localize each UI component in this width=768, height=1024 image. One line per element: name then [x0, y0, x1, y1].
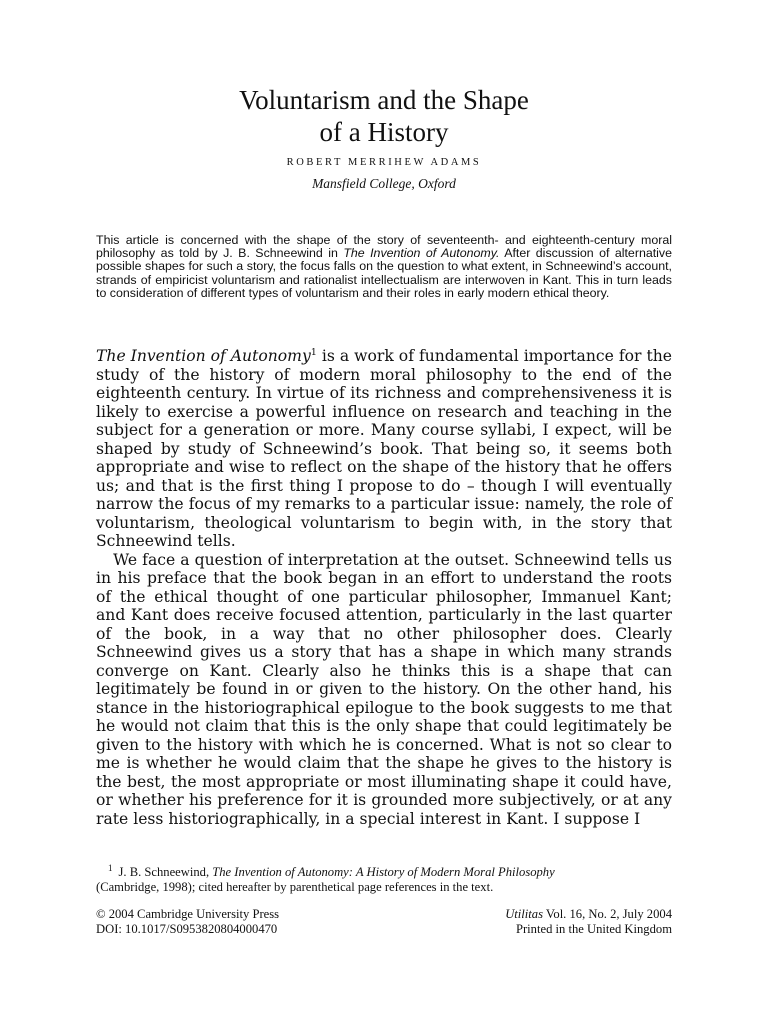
journal-citation [505, 907, 672, 922]
abstract-text-2: After discussion of alternative possible shapes for such a story, the focus falls on the question to what extent, in Schneewind’s account, strands of empiricist voluntarism and rationalist intellectualism are interwoven in Kant. This in turn leads to consideration of different types of voluntarism and their roles in early modern ethical theory. [96, 246, 673, 300]
title-line-1: Voluntarism and the Shape [239, 85, 529, 115]
paragraph-1-book-title: The Invention of Autonomy [96, 347, 311, 365]
journal-name: Utilitas [505, 907, 543, 921]
article-title [0, 84, 768, 148]
abstract-book-title: The Invention of Autonomy. [343, 246, 500, 261]
article-body [96, 347, 672, 828]
paragraph-1-text: is a work of fundamental importance for the study of the history of modern moral philosophy to the end of the eighteenth century. In virtue of its richness and comprehensiveness it is likely to exercise a powerful influence on research and teaching in the subject for a generation or more. Many course syllabi, I expect, will be shaped by study of Schneewind’s book. That being so, it seems both appropriate and wise to reflect on the shape of the history that he offers us; and that is the first thing I propose to do – though I will eventually narrow the focus of my remarks to a particular issue: namely, the role of voluntarism, theological voluntarism to begin with, in the story that Schneewind tells. [96, 347, 672, 550]
footnote-reference[interactable]: 1 [310, 346, 317, 358]
author-affiliation: Mansfield College, Oxford [312, 176, 456, 191]
copyright-notice: © 2004 Cambridge University Press [96, 907, 280, 921]
title-line-2: of a History [319, 117, 449, 147]
abstract [96, 234, 672, 300]
abstract-text-1: This article is concerned with the shape of the story of seventeenth- and eighteenth-century moral philosophy as told by J. B. Schneewind in [96, 233, 672, 261]
colophon-left [96, 907, 279, 937]
journal-volume: Vol. 16, No. 2, July 2004 [543, 907, 672, 921]
colophon-right [505, 907, 672, 937]
footnote-1 [96, 862, 672, 895]
footnote-line-2: (Cambridge, 1998); cited hereafter by parenthetical page references in the text. [96, 880, 494, 894]
paragraph-1 [96, 347, 672, 551]
printed-location: Printed in the United Kingdom [515, 922, 672, 936]
footnote-author: J. B. Schneewind, [118, 865, 213, 879]
author-name: ROBERT MERRIHEW ADAMS [286, 157, 482, 168]
footnote-mark: 1 [108, 862, 113, 873]
doi-link[interactable]: DOI: 10.1017/S0953820804000470 [96, 922, 278, 936]
footnote-book-title: The Invention of Autonomy: A History of Modern Moral Philosophy [212, 865, 555, 879]
paragraph-2: We face a question of interpretation at the outset. Schneewind tells us in his preface that the book began in an effort to understand the roots of the ethical thought of one particular philosopher, Immanuel Kant; and Kant does receive focused attention, particularly in the last quarter of the book, in a way that no other philosopher does. Clearly Schneewind gives us a story that has a shape in which many strands converge on Kant. Clearly also he thinks this is a shape that can legitimately be found in or given to the history. On the other hand, his stance in the historiographical epilogue to the book suggests to me that he would not claim that this is the only shape that could legitimately be given to the history with which he is concerned. What is not so clear to me is whether he would claim that the shape he gives to the history is the best, the most appropriate or most illuminating shape it could have, or whether his preference for it is grounded more subjectively, or at any rate less historiographically, in a special interest in Kant. I suppose I [96, 550, 672, 828]
footnote-line-1 [96, 862, 672, 880]
